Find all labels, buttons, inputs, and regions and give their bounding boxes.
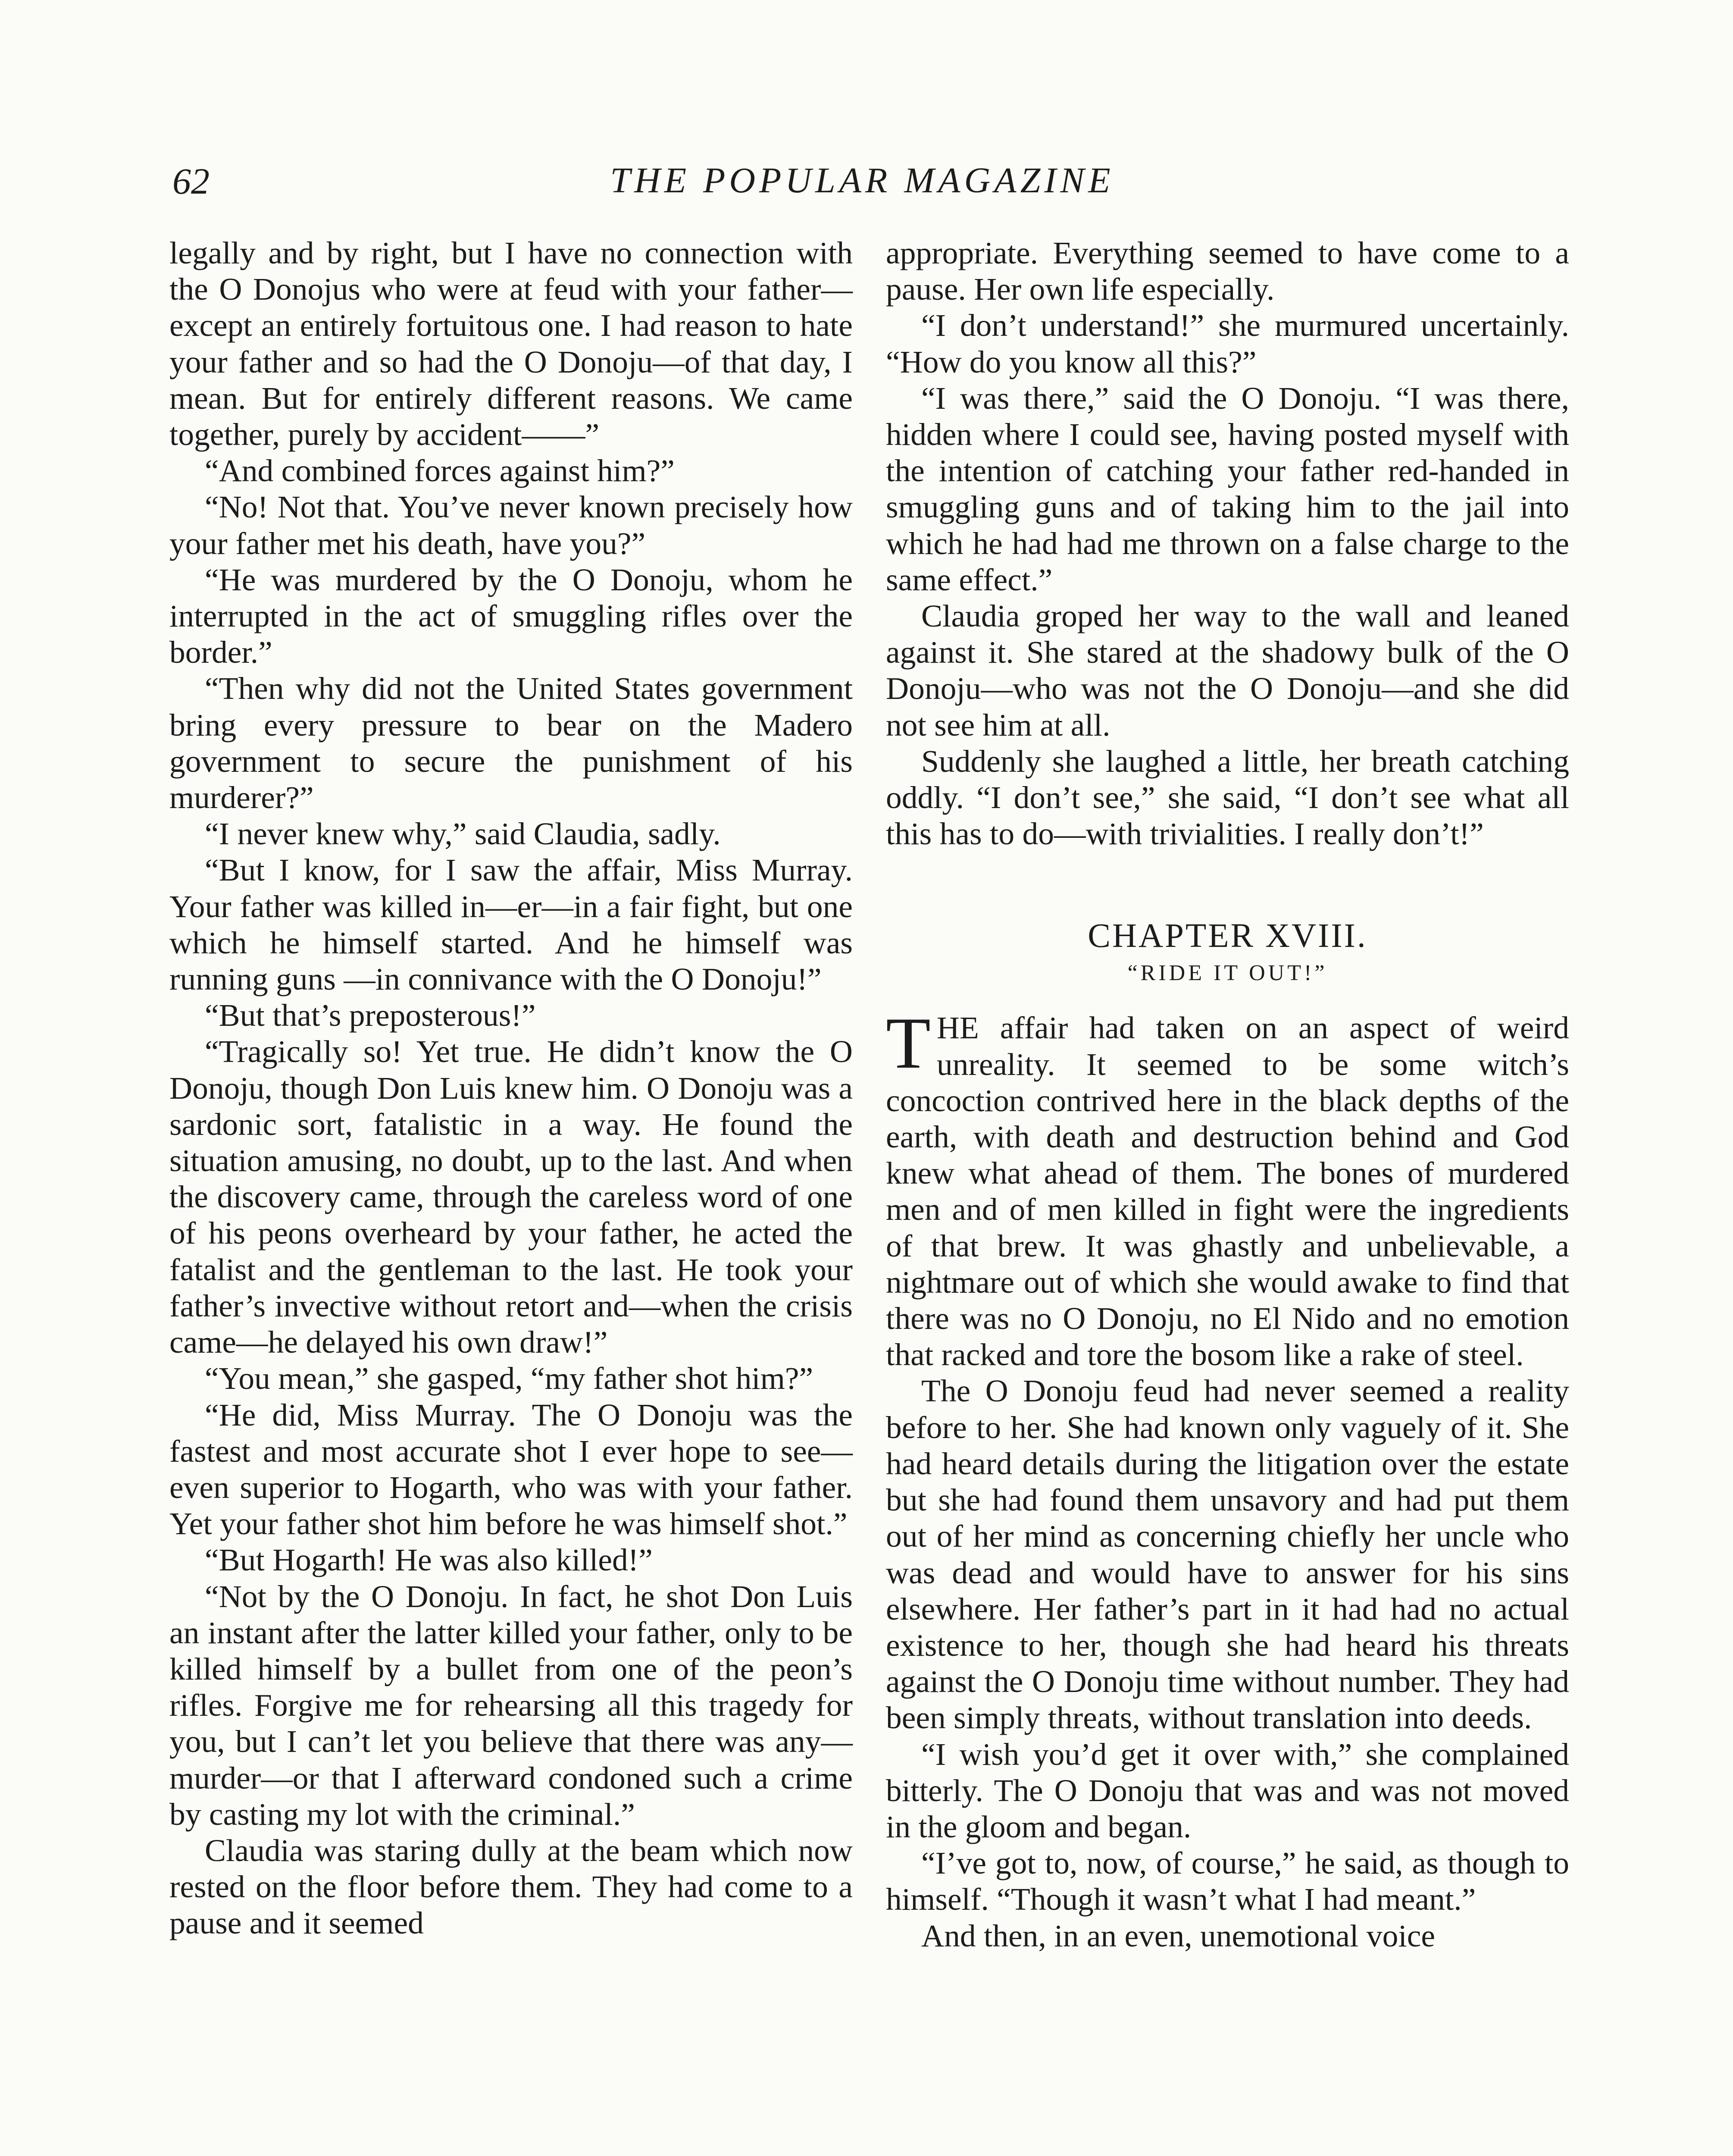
chapter-opening-paragraph	[886, 1003, 1569, 1373]
paragraph: “I never knew why,” said Claudia, sadly.	[205, 816, 721, 852]
paragraph: “He did, Miss Murray. The O Donoju was the fastest and most accurate shot I ever hope to see—even superior to Hogarth, who was with your father. Yet your father shot him before he was himself shot.”	[169, 1397, 853, 1542]
paragraph: “I don’t understand!” she murmured uncertainly. “How do you know all this?”	[886, 308, 1569, 379]
page-number: 62	[172, 160, 210, 202]
left-column	[169, 235, 853, 1942]
paragraph: “No! Not that. You’ve never known precisely how your father met his death, have you?”	[169, 489, 853, 561]
paragraph: Claudia groped her way to the wall and leaned against it. She stared at the shadowy bulk of the O Donoju—who was not the O Donoju—and she did not see him at all.	[886, 599, 1569, 743]
paragraph: Suddenly she laughed a little, her breath catching oddly. “I don’t see,” she said, “I don’t see what all this has to do—with trivialities. I really don’t!”	[886, 743, 1569, 852]
paragraph: “I wish you’d get it over with,” she complained bitterly. The O Donoju that was and was not moved in the gloom and began.	[886, 1736, 1569, 1844]
paragraph: “But that’s preposterous!”	[205, 998, 536, 1033]
chapter-subtitle: “RIDE IT OUT!”	[1127, 961, 1328, 986]
paragraph: “But Hogarth! He was also killed!”	[205, 1542, 653, 1578]
paragraph: “You mean,” she gasped, “my father shot him?”	[205, 1361, 813, 1396]
paragraph: appropriate. Everything seemed to have come to a pause. Her own life especially.	[886, 235, 1569, 307]
running-title: THE POPULAR MAGAZINE	[610, 160, 1114, 201]
paragraph: “He was murdered by the O Donoju, whom he interrupted in the act of smuggling rifles over the border.”	[169, 562, 853, 670]
drop-cap: T	[886, 1003, 931, 1084]
paragraph: legally and by right, but I have no connection with the O Donojus who were at feud with your father—except an entirely fortuitous one. I had reason to hate your father and so had the O Donoju—of that day, I mean. But for entirely different reasons. We came together, purely by accident——”	[169, 235, 853, 452]
paragraph: “Tragically so! Yet true. He didn’t know the O Donoju, though Don Luis knew him. O Donoju was a sardonic sort, fatalistic in a way. He found the situation amusing, no doubt, up to the last. And when the discovery came, through the careless word of one of his peons overheard by your father, he acted the fatalist and the gentleman to the last. He took your father’s invective without retort and—when the crisis came—he delayed his own draw!”	[169, 1034, 853, 1360]
chapter-opening-text: HE affair had taken on an aspect of weird unreality. It seemed to be some witch’s concoction contrived here in the black depths of the earth, with death and destruction behind and God knew what ahead of them. The bones of murdered men and of men killed in fight were the ingredients of that brew. It was ghastly and unbelievable, a nightmare out of which she would awake to find that there was no O Donoju, no El Nido and no emotion that racked and tore the bosom like a rake of steel.	[886, 1010, 1569, 1373]
paragraph: Claudia was staring dully at the beam which now rested on the floor before them. They had come to a pause and it seemed	[169, 1833, 853, 1941]
paragraph: “Then why did not the United States government bring every pressure to bear on the Madero government to secure the punishment of his murderer?”	[169, 671, 853, 815]
paragraph: “I was there,” said the O Donoju. “I was there, hidden where I could see, having posted myself with the intention of catching your father red-handed in smuggling guns and of taking him to the jail into which he had had me thrown on a false charge to the same effect.”	[886, 380, 1569, 597]
paragraph: And then, in an even, unemotional voice	[921, 1918, 1436, 1953]
paragraph: “I’ve got to, now, of course,” he said, as though to himself. “Though it wasn’t what I had meant.”	[886, 1846, 1569, 1917]
right-column	[886, 235, 1569, 1954]
paragraph: “And combined forces against him?”	[205, 453, 675, 489]
page-header	[172, 160, 1552, 211]
paragraph: “Not by the O Donoju. In fact, he shot Don Luis an instant after the latter killed your father, only to be killed himself by a bullet from one of the peon’s rifles. Forgive me for rehearsing all this tragedy for you, but I can’t let you believe that there was any—murder—or that I afterward condoned such a crime by casting my lot with the criminal.”	[169, 1579, 853, 1832]
paragraph: The O Donoju feud had never seemed a reality before to her. She had known only vaguely of it. She had heard details during the litigation over the estate but she had found them unsavory and had put them out of her mind as concerning chiefly her uncle who was dead and would have to answer for his sins elsewhere. Her father’s part in it had had no actual existence to her, though she had heard his threats against the O Donoju time without number. They had been simply threats, without translation into deeds.	[886, 1373, 1569, 1736]
chapter-heading: CHAPTER XVIII.	[1088, 917, 1367, 955]
paragraph: “But I know, for I saw the affair, Miss Murray. Your father was killed in—er—in a fair fight, but one which he himself started. And he himself was running guns —in connivance with the O Donoju!”	[169, 852, 853, 997]
